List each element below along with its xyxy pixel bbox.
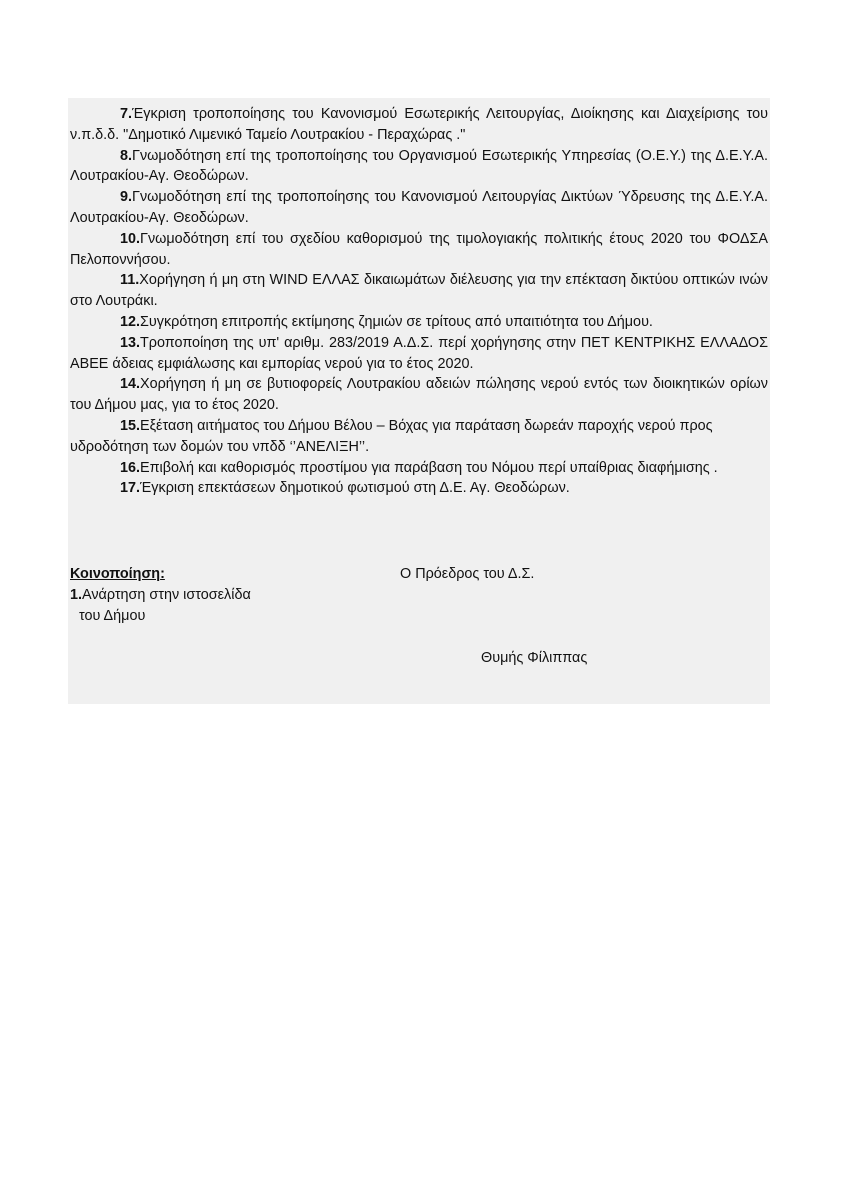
notification-item-text: Ανάρτηση στην ιστοσελίδα bbox=[82, 586, 251, 603]
agenda-item bbox=[70, 146, 768, 188]
agenda-item bbox=[70, 374, 768, 416]
agenda-item bbox=[70, 270, 768, 312]
agenda-item-text: Επιβολή και καθορισμός προστίμου για παράβαση του Νόμου περί υπαίθριας διαφήμισης . bbox=[140, 459, 718, 476]
president-title: Ο Πρόεδρος του Δ.Σ. bbox=[400, 566, 535, 582]
agenda-item-number: 7. bbox=[120, 106, 133, 122]
agenda-item-text: Γνωμοδότηση επί του σχεδίου καθορισμού της τιμολογιακής πολιτικής έτους 2020 του ΦΟΔΣΑ Πελοποννήσου. bbox=[70, 230, 768, 268]
agenda-item-number: 9. bbox=[120, 189, 133, 206]
agenda-item-number: 8. bbox=[120, 147, 133, 164]
notification-colon: : bbox=[160, 566, 165, 582]
agenda-item-text: Χορήγηση ή μη σε βυτιοφορείς Λουτρακίου αδειών πώλησης νερού εντός των διοικητικών ορίων του Δήμου μας, για το έτος 2020. bbox=[70, 376, 768, 414]
agenda-item-text: Έγκριση επεκτάσεων δημοτικού φωτισμού στη Δ.Ε. Αγ. Θεοδώρων. bbox=[140, 480, 570, 497]
agenda-item-text: Τροποποίηση της υπ' αριθμ. 283/2019 Α.Δ.Σ. περί χορήγησης στην ΠΕΤ ΚΕΝΤΡΙΚΗΣ ΕΛΛΑΔΟΣ ΑΒΕΕ άδειας εμφιάλωσης και εμπορίας νερού για το έτος 2020. bbox=[70, 334, 768, 372]
notification-item-number: 1. bbox=[70, 586, 83, 603]
notification-item-text-continued: του Δήμου bbox=[79, 607, 146, 624]
notification-title: Κοινοποίηση bbox=[70, 566, 161, 582]
agenda-item-text: Γνωμοδότηση επί της τροποποίησης του Κανονισμού Λειτουργίας Δικτύων Ύδρευσης της Δ.Ε.Υ.Α. Λουτρακίου-Αγ. Θεοδώρων. bbox=[70, 189, 768, 226]
agenda-item-number: 16. bbox=[120, 459, 141, 476]
agenda-item bbox=[70, 187, 768, 229]
agenda-item-text: Γνωμοδότηση επί της τροποποίησης του Οργανισμού Εσωτερικής Υπηρεσίας (Ο.Ε.Υ.) της Δ.Ε.Υ.Α. Λουτρακίου-Αγ. Θεοδώρων. bbox=[70, 147, 768, 185]
agenda-item-number: 12. bbox=[120, 313, 141, 330]
notification-block bbox=[70, 564, 251, 626]
notification-heading bbox=[70, 564, 251, 585]
agenda-item-number: 17. bbox=[120, 480, 141, 497]
agenda-item bbox=[70, 333, 768, 375]
agenda-item bbox=[70, 104, 768, 146]
agenda-item bbox=[70, 229, 768, 271]
notification-item bbox=[70, 585, 251, 606]
agenda-item bbox=[70, 458, 768, 479]
agenda-list bbox=[70, 104, 768, 499]
agenda-item-number: 15. bbox=[120, 417, 141, 434]
agenda-item-number: 10. bbox=[120, 230, 141, 247]
signer-name: Θυμής Φίλιππας bbox=[481, 650, 588, 666]
agenda-item-number: 11. bbox=[120, 272, 140, 289]
agenda-item-text: Συγκρότηση επιτροπής εκτίμησης ζημιών σε τρίτους από υπαιτιότητα του Δήμου. bbox=[140, 313, 653, 330]
agenda-item-number: 14. bbox=[120, 376, 141, 393]
agenda-item-text: Έγκριση τροποποίησης του Κανονισμού Εσωτερικής Λειτουργίας, Διοίκησης και Διαχείρισης του ν.π.δ.δ. "Δημοτικό Λιμενικό Ταμείο Λουτρακίου - Περαχώρας ." bbox=[70, 106, 768, 143]
agenda-item bbox=[70, 312, 768, 333]
agenda-item-number: 13. bbox=[120, 334, 141, 351]
agenda-item bbox=[70, 478, 768, 499]
agenda-item-text: Χορήγηση ή μη στη WIND ΕΛΛΑΣ δικαιωμάτων διέλευσης για την επέκταση δικτύου οπτικών ινών στο Λουτράκι. bbox=[70, 272, 768, 310]
agenda-item bbox=[70, 416, 774, 458]
agenda-item-text: Εξέταση αιτήματος του Δήμου Βέλου – Βόχας για παράταση δωρεάν παροχής νερού προς υδροδότηση των δομών του νπδδ ‘’ΑΝΕΛΙΞΗ’’. bbox=[70, 417, 713, 455]
